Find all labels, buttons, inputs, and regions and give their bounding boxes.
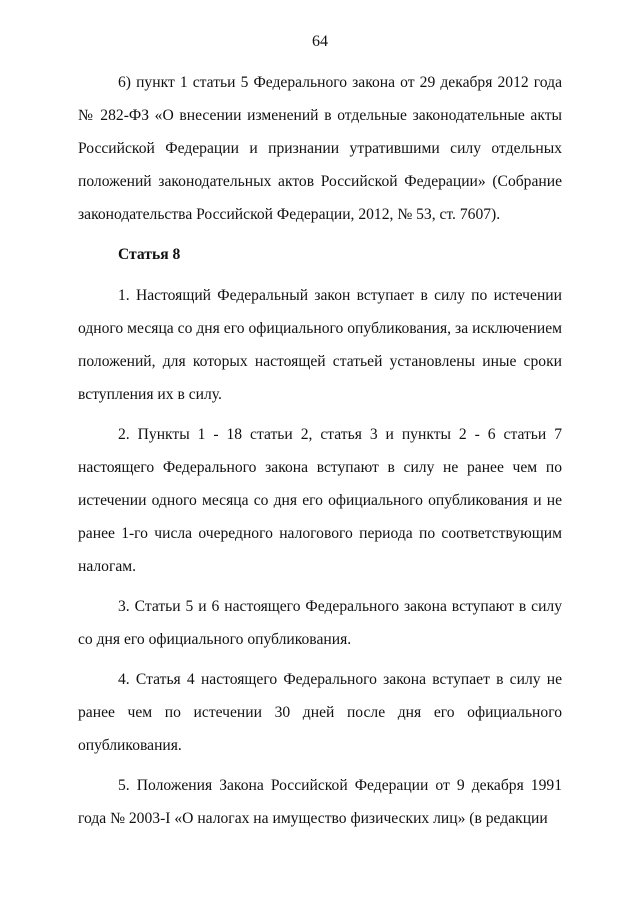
document-body (78, 66, 562, 835)
article-heading: Статья 8 (118, 246, 181, 263)
article-paragraph-3: 3. Статьи 5 и 6 настоящего Федерального закона вступают в силу со дня его официального опубликования. (78, 598, 562, 648)
article-paragraph-2: 2. Пункты 1 - 18 статьи 2, статья 3 и пункты 2 - 6 статьи 7 настоящего Федерального закона вступают в силу не ранее чем по истечении одного месяца со дня его официального опубликования и не ранее 1-го числа очередного налогового периода по соответствующим налогам. (78, 426, 562, 575)
page-number: 64 (312, 33, 328, 50)
article-paragraph-4: 4. Статья 4 настоящего Федерального закона вступает в силу не ранее чем по истечении 30 дней после дня его официального опубликования. (78, 671, 562, 754)
article-paragraph-5: 5. Положения Закона Российской Федерации от 9 декабря 1991 года № 2003-I «О налогах на имущество физических лиц» (в редакции (78, 777, 562, 827)
paragraph-item-6: 6) пункт 1 статьи 5 Федерального закона от 29 декабря 2012 года № 282-ФЗ «О внесении изменений в отдельные законодательные акты Российской Федерации и признании утратившими силу отдельных положений законодательных актов Российской Федерации» (Собрание законодательства Российской Федерации, 2012, № 53, ст. 7607). (78, 74, 562, 223)
article-paragraph-1: 1. Настоящий Федеральный закон вступает в силу по истечении одного месяца со дня его официального опубликования, за исключением положений, для которых настоящей статьей установлены иные сроки вступления их в силу. (78, 287, 562, 403)
